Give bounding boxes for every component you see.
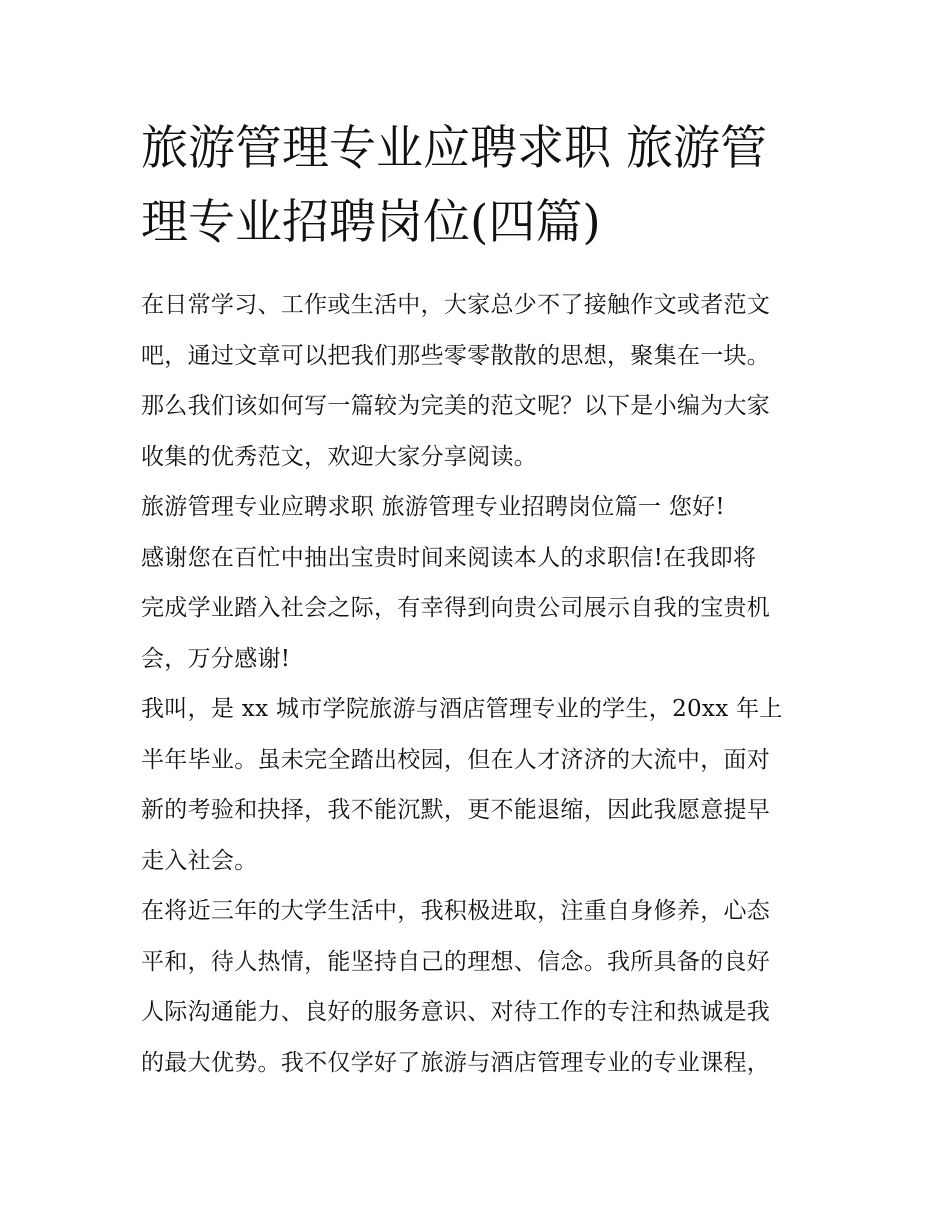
paragraph-thanks: 感谢您在百忙中抽出宝贵时间来阅读本人的求职信!在我即将 完成学业踏入社会之际，有幸得到向贵公司展示自我的宝贵机 会，万分感谢! xyxy=(141,544,771,672)
document-title: 旅游管理专业应聘求职 旅游管 理专业招聘岗位(四篇) xyxy=(141,121,767,250)
paragraph-intro: 在日常学习、工作或生活中，大家总少不了接触作文或者范文 吧，通过文章可以把我们那些零零散散的思想，聚集在一块。 那么我们该如何写一篇较为完美的范文呢？以下是小编为大家 收集的优秀范文，欢迎大家分享阅读。 xyxy=(141,292,771,470)
paragraph-self-intro: 我叫，是 xx 城市学院旅游与酒店管理专业的学生，20xx 年上 半年毕业。虽未完全踏出校园，但在人才济济的大流中，面对 新的考验和抉择，我不能沉默，更不能退缩，因此我愿意提早 走入社会。 xyxy=(141,696,783,874)
paragraph-heading-part-one: 旅游管理专业应聘求职 旅游管理专业招聘岗位篇一 您好! xyxy=(141,494,725,520)
document-body xyxy=(141,280,813,1088)
paragraph-college-life: 在将近三年的大学生活中，我积极进取，注重自身修养，心态 平和，待人热情，能坚持自己的理想、信念。我所具备的良好 人际沟通能力、良好的服务意识、对待工作的专注和热诚是我 的最大优势。我不仅学好了旅游与酒店管理专业的专业课程， xyxy=(141,898,771,1076)
document-content xyxy=(141,112,813,1088)
